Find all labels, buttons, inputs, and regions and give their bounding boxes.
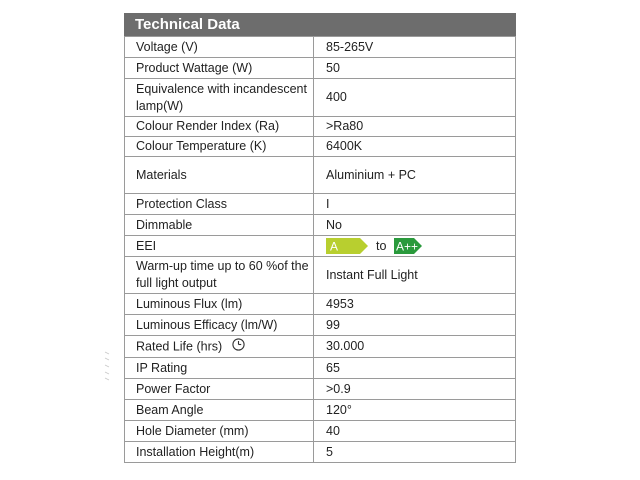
row-value: 400 xyxy=(314,79,516,117)
table-row xyxy=(125,421,516,442)
eei-to-word: to xyxy=(376,238,387,253)
row-label: Protection Class xyxy=(125,194,314,215)
eei-label-a xyxy=(326,238,368,255)
row-label: Luminous Flux (lm) xyxy=(125,294,314,315)
row-label: Hole Diameter (mm) xyxy=(125,421,314,442)
table-row xyxy=(125,137,516,157)
table-row xyxy=(125,236,516,257)
row-value: 85-265V xyxy=(314,37,516,58)
table-row xyxy=(125,79,516,117)
row-value: >Ra80 xyxy=(314,117,516,137)
clock-icon xyxy=(232,338,245,356)
row-label: Warm-up time up to 60 %of the full light output xyxy=(125,257,314,294)
row-value: Aluminium + PC xyxy=(314,157,516,194)
row-label: Colour Temperature (K) xyxy=(125,137,314,157)
table-row xyxy=(125,37,516,58)
row-label: Power Factor xyxy=(125,379,314,400)
table-row xyxy=(125,117,516,137)
section-title: Technical Data xyxy=(124,13,516,36)
table-row xyxy=(125,157,516,194)
row-value: 40 xyxy=(314,421,516,442)
eei-range xyxy=(326,238,515,255)
row-label: Materials xyxy=(125,157,314,194)
row-label: Beam Angle xyxy=(125,400,314,421)
row-value: 6400K xyxy=(314,137,516,157)
eei-label-a-plus-plus xyxy=(394,238,422,255)
table-row xyxy=(125,358,516,379)
table-row xyxy=(125,257,516,294)
row-value: 30.000 xyxy=(314,336,516,358)
row-value: 65 xyxy=(314,358,516,379)
row-label: Rated Life (hrs) xyxy=(136,338,223,353)
table-row xyxy=(125,58,516,79)
table-row xyxy=(125,315,516,336)
technical-data-sheet xyxy=(124,13,516,463)
eei-value xyxy=(314,236,516,257)
table-row xyxy=(125,400,516,421)
margin-scribble-mark xyxy=(104,350,110,382)
row-value: 99 xyxy=(314,315,516,336)
row-label: Luminous Efficacy (lm/W) xyxy=(125,315,314,336)
table-row xyxy=(125,215,516,236)
row-label: Product Wattage (W) xyxy=(125,58,314,79)
eei-to-text: A++ xyxy=(396,239,419,253)
row-value: I xyxy=(314,194,516,215)
row-label: Installation Height(m) xyxy=(125,442,314,463)
table-row xyxy=(125,194,516,215)
row-value: >0.9 xyxy=(314,379,516,400)
row-value: Instant Full Light xyxy=(314,257,516,294)
row-value: 50 xyxy=(314,58,516,79)
row-label: Equivalence with incandescent lamp(W) xyxy=(125,79,314,117)
row-value: No xyxy=(314,215,516,236)
row-label-with-icon xyxy=(125,336,314,358)
row-value: 5 xyxy=(314,442,516,463)
row-label: EEI xyxy=(125,236,314,257)
row-label: Colour Render Index (Ra) xyxy=(125,117,314,137)
table-row xyxy=(125,442,516,463)
row-label: IP Rating xyxy=(125,358,314,379)
table-row xyxy=(125,336,516,358)
row-value: 120° xyxy=(314,400,516,421)
row-value: 4953 xyxy=(314,294,516,315)
table-row xyxy=(125,379,516,400)
row-label: Dimmable xyxy=(125,215,314,236)
spec-table xyxy=(124,36,516,463)
table-row xyxy=(125,294,516,315)
eei-from-text: A xyxy=(330,239,339,253)
row-label: Voltage (V) xyxy=(125,37,314,58)
